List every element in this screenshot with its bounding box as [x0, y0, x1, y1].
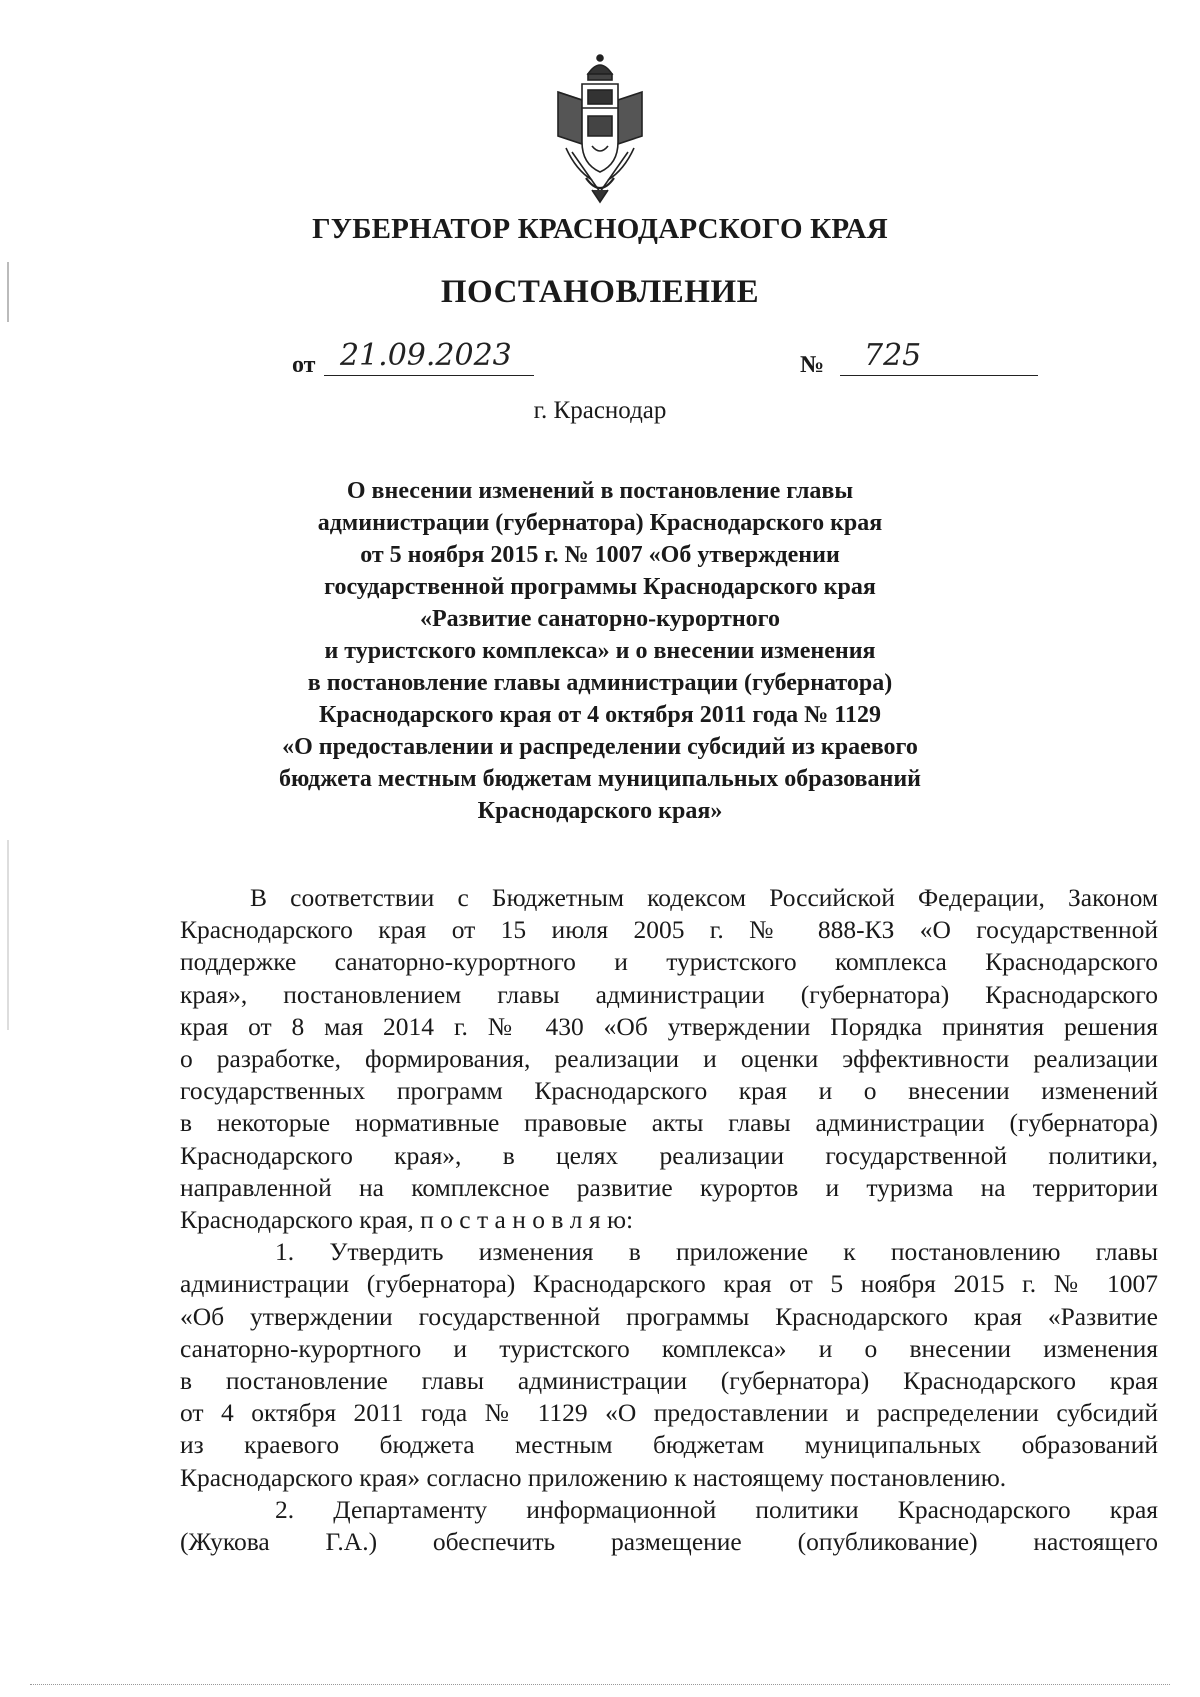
number-label: №: [800, 352, 825, 378]
body-line: (Жукова Г.А.) обеспечить размещение (опубликование) настоящего: [180, 1527, 1158, 1557]
paragraph-item-2: [180, 1494, 1158, 1558]
body-line: от 4 октября 2011 года № 1129 «О предоставлении и распределении субсидий: [180, 1398, 1158, 1428]
paragraph-item-1: [180, 1236, 1158, 1494]
title-line: администрации (губернатора) Краснодарского края: [317, 510, 883, 536]
handwritten-number: 725: [864, 338, 922, 373]
scan-edge: [30, 1684, 1170, 1686]
document-body: [180, 882, 1158, 1558]
date-number-line: [292, 338, 1052, 378]
body-line: 2. Департаменту информационной политики Краснодарского края: [275, 1494, 1158, 1524]
city-line: г. Краснодар: [533, 397, 667, 424]
body-line: о разработке, формирования, реализации и оценки эффективности реализации: [180, 1044, 1158, 1074]
title-line: «О предоставлении и распределении субсидий из краевого: [282, 734, 918, 760]
body-line: края», постановлением главы администрации (губернатора) Краснодарского: [180, 979, 1158, 1009]
body-line: государственных программ Краснодарского края и о внесении изменений: [180, 1076, 1158, 1106]
body-line: края от 8 мая 2014 г. № 430 «Об утверждении Порядка принятия решения: [180, 1011, 1158, 1041]
body-line: из краевого бюджета местным бюджетам муниципальных образований: [180, 1430, 1158, 1460]
body-line: поддержке санаторно-курортного и туристского комплекса Краснодарского: [180, 947, 1158, 977]
body-line: администрации (губернатора) Краснодарского края от 5 ноября 2015 г. № 1007: [180, 1269, 1158, 1299]
title-line: Краснодарского края»: [477, 798, 723, 824]
body-line: Краснодарского края от 15 июля 2005 г. № 888-КЗ «О государственной: [180, 915, 1158, 945]
date-underline: [324, 375, 534, 376]
title-line: от 5 ноября 2015 г. № 1007 «Об утверждении: [360, 542, 840, 568]
body-line: санаторно-курортного и туристского комплекса» и о внесении изменения: [180, 1333, 1158, 1363]
body-line: «Об утверждении государственной программы Краснодарского края «Развитие: [180, 1301, 1158, 1331]
title-line: Краснодарского края от 4 октября 2011 года № 1129: [319, 702, 881, 728]
body-line: Краснодарского края» согласно приложению к настоящему постановлению.: [180, 1462, 1007, 1492]
body-line: Краснодарского края», в целях реализации государственной политики,: [180, 1140, 1158, 1170]
body-line: в некоторые нормативные правовые акты главы администрации (губернатора): [180, 1108, 1158, 1138]
body-line: 1. Утвердить изменения в приложение к постановлению главы: [275, 1237, 1158, 1267]
title-line: О внесении изменений в постановление главы: [346, 478, 854, 504]
title-line: бюджета местным бюджетам муниципальных образований: [279, 766, 921, 792]
scan-artifact: [7, 840, 9, 1030]
title-line: и туристского комплекса» и о внесении изменения: [324, 638, 876, 664]
document-type: ПОСТАНОВЛЕНИЕ: [440, 274, 760, 310]
document-title: [250, 475, 950, 827]
title-line: государственной программы Краснодарского края: [324, 574, 876, 600]
body-line: Краснодарского края, п о с т а н о в л я ю:: [180, 1205, 634, 1235]
title-line: в постановление главы администрации (губернатора): [307, 670, 893, 696]
paragraph-preamble: [180, 882, 1158, 1236]
number-underline: [840, 375, 1038, 376]
body-line: В соответствии с Бюджетным кодексом Российской Федерации, Законом: [250, 883, 1158, 912]
title-line: «Развитие санаторно-курортного: [420, 606, 780, 632]
date-label: от: [292, 352, 316, 378]
scan-artifact: [7, 262, 9, 322]
body-line: в постановление главы администрации (губернатора) Краснодарского края: [180, 1366, 1158, 1396]
handwritten-date: 21.09.2023: [340, 338, 512, 373]
issuing-authority: ГУБЕРНАТОР КРАСНОДАРСКОГО КРАЯ: [312, 213, 888, 245]
krasnodar-coat-of-arms-icon: [552, 52, 648, 204]
body-line: направленной на комплексное развитие курортов и туризма на территории: [180, 1172, 1158, 1202]
